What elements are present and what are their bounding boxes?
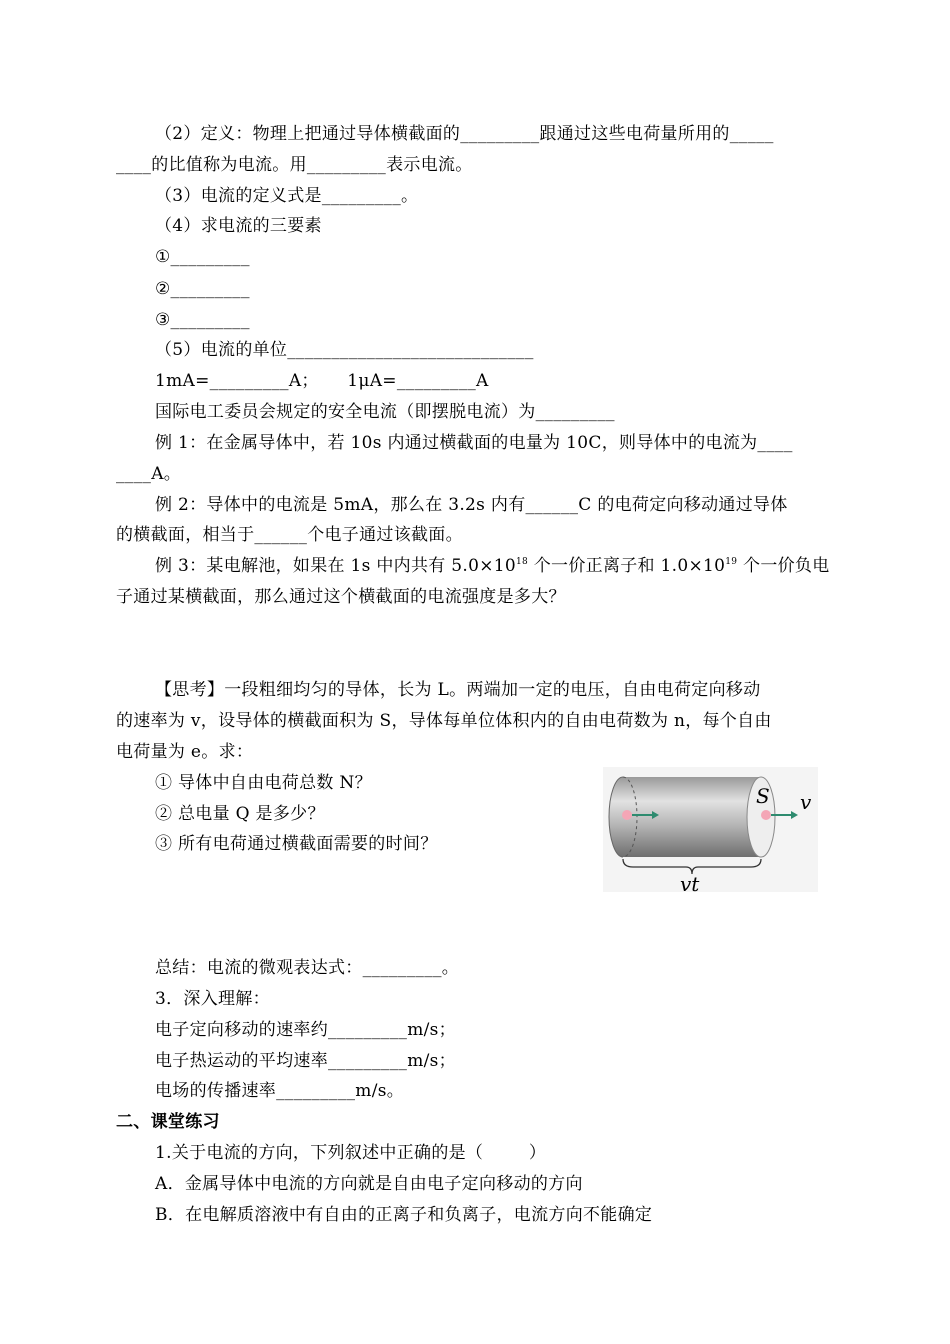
formula-line: （3）电流的定义式是_________。 <box>155 186 419 206</box>
label-vt: vt <box>680 872 700 892</box>
definition-line: （2）定义：物理上把通过导体横截面的_________跟通过这些电荷量所用的_____ <box>155 124 774 144</box>
element-1: ①_________ <box>155 247 250 267</box>
element-2: ②_________ <box>155 279 250 299</box>
summary-line: 总结：电流的微观表达式：_________。 <box>155 958 460 978</box>
example-2-cont: 的横截面，相当于______个电子通过该截面。 <box>116 525 463 545</box>
option-b: B．在电解质溶液中有自由的正离子和负离子，电流方向不能确定 <box>155 1205 653 1225</box>
field-speed-line: 电场的传播速率_________m/s。 <box>155 1081 405 1101</box>
example-3: 例 3：某电解池，如果在 1s 中内共有 $5.0\times 10^{18}$ 个一价正离子和 $1.0\times 10^{19}$ 个一价负电 <box>155 556 830 576</box>
charge-right <box>761 810 771 820</box>
unit-conversion: 1mA=_________A； 1μA=_________A <box>155 371 489 391</box>
think-paragraph-cont1: 的速率为 v，设导体的横截面积为 S，导体每单位体积内的自由电荷数为 n，每个自由 <box>116 711 772 731</box>
question-1: ① 导体中自由电荷总数 N？ <box>155 773 372 793</box>
cylinder-body <box>609 777 761 857</box>
example-2: 例 2：导体中的电流是 5mA，那么在 3.2s 内有______C 的电荷定向移动通过导体 <box>155 495 788 515</box>
three-elements-heading: （4）求电流的三要素 <box>155 216 322 236</box>
example-1-cont: ____A。 <box>116 464 182 484</box>
charge-left <box>622 810 632 820</box>
label-v: v <box>800 790 812 814</box>
section-heading-practice: 二、课堂练习 <box>116 1112 220 1132</box>
definition-line-cont: ____的比值称为电流。用_________表示电流。 <box>116 155 473 175</box>
thermal-speed-line: 电子热运动的平均速率_________m/s； <box>155 1051 456 1071</box>
practice-question-1: 1.关于电流的方向，下列叙述中正确的是（ ） <box>155 1143 547 1163</box>
drift-speed-line: 电子定向移动的速率约_________m/s； <box>155 1020 456 1040</box>
example-3-cont: 子通过某横截面，那么通过这个横截面的电流强度是多大？ <box>116 587 566 607</box>
element-3: ③_________ <box>155 310 250 330</box>
deep-understanding-heading: 3．深入理解： <box>155 989 270 1009</box>
unit-line: （5）电流的单位____________________________ <box>155 340 534 360</box>
conductor-cylinder-figure <box>603 767 818 892</box>
label-s: S <box>756 784 770 808</box>
example-1: 例 1：在金属导体中，若 10s 内通过横截面的电量为 10C，则导体中的电流为____ <box>155 433 793 453</box>
safe-current-line: 国际电工委员会规定的安全电流（即摆脱电流）为_________ <box>155 402 615 422</box>
question-2: ② 总电量 Q 是多少？ <box>155 804 325 824</box>
option-a: A．金属导体中电流的方向就是自由电子定向移动的方向 <box>155 1174 583 1194</box>
think-paragraph: 【思考】一段粗细均匀的导体，长为 L。两端加一定的电压，自由电荷定向移动 <box>155 680 761 700</box>
think-paragraph-cont2: 电荷量为 e。求： <box>116 742 254 762</box>
question-3: ③ 所有电荷通过横截面需要的时间？ <box>155 834 438 854</box>
